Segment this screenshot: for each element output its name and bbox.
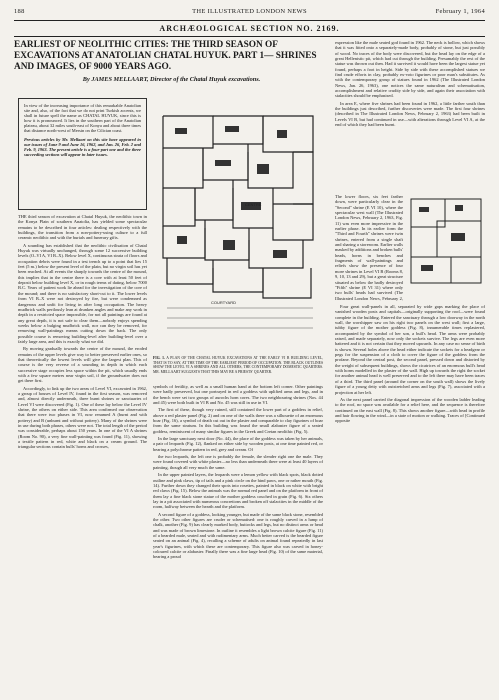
intro-text: In view of the increasing importance of this remarkable Anatolian site and, also, of the fact that we do not print Turkish accents, we shall in future spell the name as CHATAL HUYUK, since this is how it is pronounced. It lies in the southern part of the Anatolian plateau, about 32 miles south-east of Konya and about three times that distance north-west of Mersin on the Cilician coast. bbox=[24, 103, 141, 134]
col2-paragraph: In the upper painted layers, the leopards were a lemon yellow with black spots, black dotted outline and pink claws, tip of tails and a pink circle on the hind paws, one or rather mouth (Fig. 14). Further down they changed their spots into rosettes, painted in black on white with bright red claws (Fig. 15). Below the animals was the normal red panel and on the platform in front of them lay a fine black stone statue of the mother goddess couched in grain (Fig. 6). Six others lay in a pit associated with numerous concretions and broken off stalactites in the middle of the room, halfway between the hearth and the platform. bbox=[153, 472, 323, 510]
column-3-bottom bbox=[335, 304, 485, 692]
col3-paragraph: In area E, where five shrines had been found in 1962, a little farther south than the buildings just described, further discoveries were made. The first four shrines (described in The Illustrated London News, February 2, 1963) had been built in Levels VI B, but had continued in use—with alterations through Level VI A, at the end of which they had been burnt. bbox=[335, 100, 485, 128]
col1-paragraph: THE third season of excavation at Chatal Huyuk, the neolithic town in the Konya Plain of southern Anatolia, has yielded some spectacular remains to be described in four articles: dealing respectively with the buildings, the transition from a non-pottery-using culture to a full ceramic neolithic and with the burials and funerary gifts. bbox=[18, 214, 147, 241]
col3-paragraph: Four great wall-panels in all, separated by wide gaps marking the place of vanished wooden posts and capitals—originally supporting the roof—were found complete in the building. Entered the sanctuary through a low doorway in the north wall, the worshipper saw on his right two panels on the west wall; first a large, tubby figure of the mother goddess (Fig. 8), innumerable times replastered, accompanied by the symbol of her son, a bull's head. The arms were probably raised, and made separately, now only the sockets survive. The legs are even more battered and it is not certain that they moved upwards. In any case no sense of birth is shown. Several holes above the head either indicate the sockets for a headgear or pegs for the suspension of a cloth to cover the figure of the goddess from the profane. Beyond the central post, the second panel, pressed down and distorted by the weight of subsequent buildings, shows the cicatrices of an enormous bull's head with horns modelled in the plaster of the wall. High up towards the right the socket for another animal head is well preserved and to the left there may have been traces of a third. The third panel (around the corner on the south wall) shows the lively figure of a young deity with outstretched arms and legs (Fig. 7), associated with a projection at her left. bbox=[335, 304, 485, 395]
col3-paragraph: expression like the male seated god found in 1962. The neck is hollow, which shows that it was fitted onto a separately-made body, probably of stone, but just possibly of wood. No traces of the body were discovered, but the head lay on the edge of a great Hellenistic pit, which had cut through the building. Presumably the rest of the statue was thrown out then. Had it survived it would have been the largest statue yet found, perhaps a foot in height. Side by side with these accomplished statues we find crude efforts in clay, probably ex-voto figurines or poor man's substitutes. As with the contemporary group of statues found in 1962 (The Illustrated London News, Jan. 26, 1963), one notices the same naturalism and schematisation, accomplishment and relative crudity side by side, and again their association with stalactites should be emphasised. bbox=[335, 40, 485, 99]
caption-figno: FIG. 1. bbox=[153, 356, 165, 360]
masthead: THE ILLUSTRATED LONDON NEWS bbox=[192, 8, 307, 15]
caption-text: A PLAN OF THE CHATAL HUYUK EXCAVATIONS AT THE EARLY VI B BUILDING LEVEL, THAT IS TO SAY, AT THE TIME OF THE EARLIEST PERIOD OF OCCUPATION. THE BLACK OUTLINES SHOW THE LEVEL VI A SHRINES AND ALL OTHERS, THE CONTEMPORARY DOMESTIC QUARTERS. MR. MELLAART SUGGESTS THAT THIS MAY BE A PRIESTS' QUARTER. bbox=[153, 356, 323, 374]
excavation-plan-figure bbox=[153, 108, 323, 356]
col3-paragraph: As the next panel carried the diagonal impression of the wooden ladder leading to the roof, no space was available for a relief here, and the sequence is therefore continued on the east wall (Fig. 8). This shows another figure—with head in profile and hair flowing in the wind—in a state of motion or walking. Traces of [Continued opposite bbox=[335, 396, 485, 424]
column-1 bbox=[18, 214, 147, 692]
col3-paragraph: The lower floors, six feet farther down, were particularly clear in the "Second" shrine (E VI 10), where the spectacular west wall (The Illustrated London News, February 2, 1963, Fig. 11) was even more impressive in the earlier phase. In its earlier form the "Third and Fourth" shrines were twin shrines, entered from a single shaft and sharing a storeroom. Earlier walls masked by additions and broken bulls' heads, horns in benches and fragments of wall-paintings and reliefs show the presence of four more shrines in Level VI B (Rooms 8, 9, 10, 13 and 29), but a great structure situated as below the badly destroyed "Fifth" shrine (E VI 31) where only two bulls' heads had survived (The Illustrated London News, February 2, bbox=[335, 194, 403, 301]
article-byline: By JAMES MELLAART, Director of the Chatal Huyuk excavations. bbox=[82, 76, 261, 83]
column-3-top bbox=[335, 40, 485, 190]
header-rule bbox=[14, 20, 485, 21]
col2-paragraph: the two leopards, the left one is probably the female, the slender right one the male. They were found covered with white plaster—no less than underneath there were at least 40 layers of painting, though all very much the same. bbox=[153, 454, 323, 470]
figure-caption bbox=[153, 356, 323, 374]
col2-paragraph: In the large sanctuary next door (No. 44), the place of the goddess was taken by her animals, a pair of leopards (Fig. 12), flanked on either side by wooden posts, at one time painted red, or bearing a polychrome pattern in red, grey and cream. Of bbox=[153, 436, 323, 452]
col2-paragraph: A second figure of a goddess, looking younger, but made of the same black stone, resembled the other. Two other figures are cruder or schematised: one is roughly carved in a lump of chalk, another (Fig. 9) has clearly marked body, buttocks and legs, but no distinct arms or head and was made of brown limestone. In outline it resembles a light brown calcite figure (Fig. 11) of a bearded male, seated and with rudimentary arms. Much better carved is the bearded figure seated on an animal (Fig. 4), recalling a scheme of adults on animal found repeatedly in last year's figurines, with which these are contemporary. This figure also was carved in honey-coloured calcite or alabaster. Finally there was a fine large head (Fig. 10) of the same material, bearing a proud bbox=[153, 511, 323, 560]
col2-paragraph: The first of these, though very ruined, still contained the lower part of a goddess in relief, above a red plaster panel (Fig. 2) and on one of the walls there was a silhouette of an enormous boar (Fig. 16), a symbol of death cut out in the plaster and comparable to clay figurines of boar from the same stratum. In this building was found the small alabaster figure of a seated goddess, reminiscent of many similar figures in the Greek and Cretan neolithic (Fig. 5). bbox=[153, 407, 323, 434]
column-2-bottom bbox=[153, 384, 323, 692]
previous-articles-note: Previous articles by Mr. Mellaart on this site have appeared in our issues of June 9 and June 16, 1962, and Jan. 26, Feb. 2 and Feb. 9, 1963. The present article is a four-part one and the three succeeding sections will appear in later issues. bbox=[24, 136, 141, 157]
col1-paragraph: A sounding has established that the neolithic civilisation of Chatal Huyuk was virtually unchanged, through some 12 successive building levels (O–VI A, VI B–X). Below level X, continuous strata of floors and occupation debris were found in a test trench up to a point that lies 15 feet (5 m.) below the present level of the plain, but no virgin soil has yet been reached. At all events the sharply towards the centre of the mound, this implies that in the centre there is a core with at least 50 feet of deposit below building level X, or in rough terms of dating, below 7000 B.C. Years of patient work lie ahead for the investigation of the core of the mound; and there is no satisfactory short-cut to it. The lower levels from VI B–X were not destroyed by fire, but were condemned as dangerous and unfit for living in after long occupation. The heavy mudbrick walls perilously lean at drunken angles and make any work in depth in a restricted space impossible, for not all paintings are found at any great depth, it is not safe to clear them—nobody enjoys spending weeks below a bulging mudbrick wall, nor can they be removed, for removing wall-paintings means cutting down the back. The only possible course is removing building-level after building-level over a fairly large area, and this is exactly what we did. bbox=[18, 242, 147, 344]
col1-paragraph: By moving gradually towards the centre of the mound, the eroded remains of the upper levels give way to better preserved earlier ones, so that theoretically the lowest levels will give the largest plan. This of course is the very reverse of a sounding in depth in which each successive stage occupies less space within the pit, which usually ends with a few square metres near virgin soil, if the groundwater does not get there first. bbox=[18, 346, 147, 384]
page-header bbox=[14, 6, 485, 18]
issue-date: February 1, 1964 bbox=[435, 8, 485, 15]
plan-drawing bbox=[153, 108, 323, 356]
page-number: 188 bbox=[14, 8, 25, 15]
col1-paragraph: Accordingly, to link up the two areas of Level VI, excavated in 1962, a group of houses of Level IV, found in the first season, was removed and, almost directly underneath, three burnt shrines or sanctuaries of Level VI were discovered (Fig. 1). One of these lay below the Level IV shrine, the others on either side. This area confirmed our observation that there were two phases in VI, now renamed A (burnt and with pottery) and B (unburnt and without pottery). Many of the shrines were in use during both phases, others were not. The total length of the period was considerable, perhaps about 150 years. In one of the VI A shrines (Room No. 90), a very fine wall-painting was found (Fig. 11), showing a textile pattern in red, white and black on a cream ground. The triangular sections contain bulls' horns and crosses, bbox=[18, 385, 147, 450]
section-rule bbox=[14, 36, 485, 37]
column-3-mid bbox=[335, 194, 403, 302]
col2-paragraph: symbols of fertility, as well as a small human hand at the bottom left corner. Other paintings were badly preserved, but one portrayed in red a goddess with uplifted arms and legs, and in the bench were set two groups of aurochs horn cores. The two neighbouring shrines (Nos. 44 and 45) were both built in VI B and No. 45 was still in use in VI. bbox=[153, 384, 323, 406]
label-centre: CENTRE bbox=[245, 202, 262, 207]
label-courtyard: COURTYARD bbox=[211, 300, 236, 305]
section-title: ARCHÆOLOGICAL SECTION NO. 2169. bbox=[159, 24, 340, 33]
article-headline: EARLIEST OF NEOLITHIC CITIES: THE THIRD SEASON OF EXCAVATIONS AT ANATOLIAN CHATAL HUYUK. PART 1— SHRINES AND IMAGES, OF 9000 YEARS AGO. bbox=[14, 40, 317, 72]
shrine-inset-plan bbox=[407, 195, 485, 287]
inset-drawing bbox=[407, 195, 485, 287]
intro-box bbox=[18, 98, 147, 210]
